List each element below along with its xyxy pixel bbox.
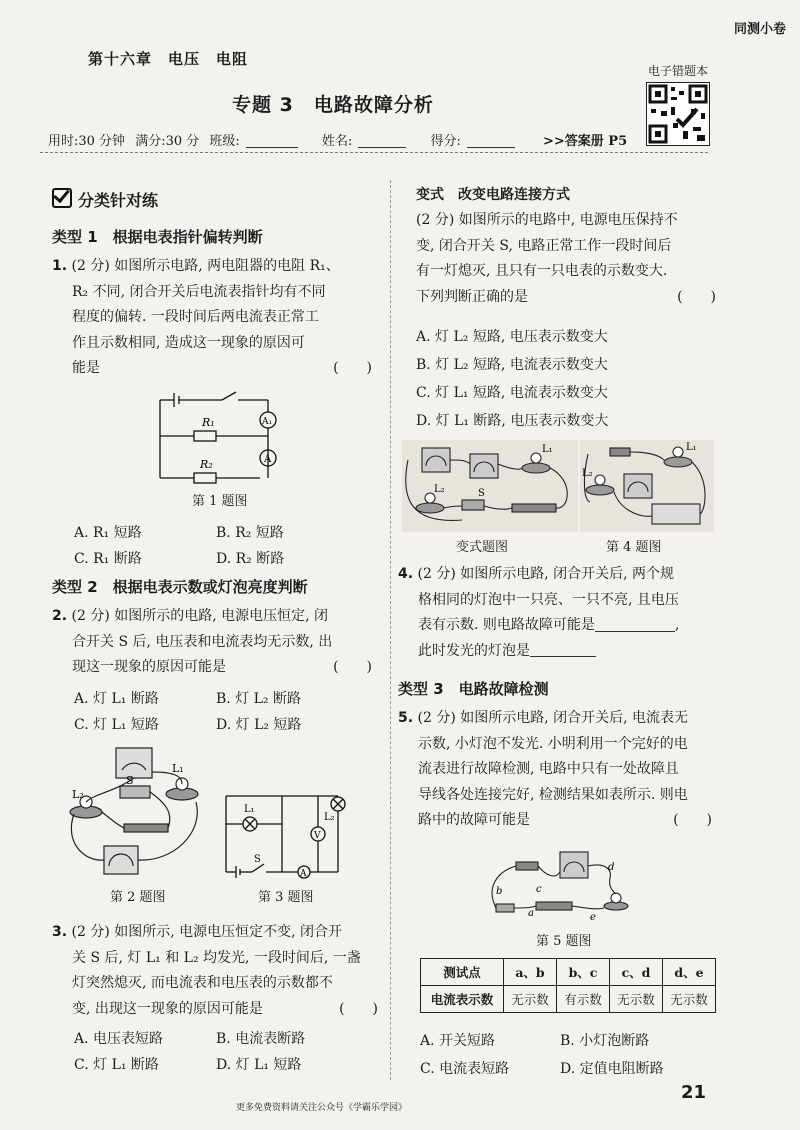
question-number: 3.: [52, 924, 68, 940]
q5-line: 导线各处连接完好, 检测结果如表所示. 则电: [418, 786, 688, 803]
table-cell: c、d: [610, 959, 663, 986]
fig3-s-label: S: [254, 854, 261, 865]
question-number: 4.: [398, 566, 414, 582]
q2-line: 合开关 S 后, 电压表和电流表均无示数, 出: [72, 633, 333, 650]
fig4-l2-label: L₂: [582, 468, 593, 479]
q1-option-c[interactable]: C. R₁ 断路: [74, 551, 142, 567]
figure-3-caption: 第 3 题图: [258, 890, 314, 905]
ammeter-a-label: A: [264, 454, 272, 465]
variant-option-c[interactable]: C. 灯 L₁ 短路, 电流表示数变大: [416, 385, 608, 401]
q3-option-d[interactable]: D. 灯 L₁ 短路: [216, 1057, 302, 1073]
section-heading: [52, 188, 158, 211]
variant-l1-label: L₁: [542, 444, 553, 455]
q1-option-a[interactable]: A. R₁ 短路: [74, 525, 142, 541]
figure-5-apparatus: [486, 848, 646, 924]
table-header-row: [421, 959, 716, 986]
name-label: 姓名:: [321, 134, 353, 149]
r1-label: R₁: [202, 416, 215, 429]
q1-option-b[interactable]: B. R₂ 短路: [216, 525, 284, 541]
section-title: 分类针对练: [78, 191, 159, 210]
full-score: 满分:30 分: [135, 134, 200, 149]
variant-heading: 变式 改变电路连接方式: [416, 187, 570, 203]
figure-1-caption: 第 1 题图: [192, 494, 248, 509]
topic-title: 专题 3 电路故障分析: [232, 94, 434, 116]
type-2-heading: 类型 2 根据电表示数或灯泡亮度判断: [52, 578, 308, 596]
table-cell: 无示数: [504, 986, 557, 1013]
question-4: [398, 562, 728, 664]
q1-line: R₂ 不同, 闭合开关后电流表指针均有不同: [72, 283, 326, 300]
footer-note: 更多免费资料请关注公众号《学霸乐学园》: [236, 1103, 408, 1113]
q3-line: 关 S 后, 灯 L₁ 和 L₂ 均发光, 一段时间后, 一盏: [72, 949, 361, 966]
qr-label: 电子错题本: [648, 64, 709, 78]
answer-paren[interactable]: ( ): [673, 812, 712, 828]
figure-4-apparatus: [580, 440, 714, 532]
variant-s-label: S: [478, 488, 485, 499]
q1-option-d[interactable]: D. R₂ 断路: [216, 551, 285, 567]
table-cell: 无示数: [610, 986, 663, 1013]
q5-line: (2 分) 如图所示电路, 闭合开关后, 电流表无: [417, 710, 689, 726]
q2-option-b[interactable]: B. 灯 L₂ 断路: [216, 691, 301, 707]
q2-option-c[interactable]: C. 灯 L₁ 短路: [74, 717, 159, 733]
point-b-label: b: [496, 886, 503, 897]
type-3-heading: 类型 3 电路故障检测: [398, 680, 549, 698]
variant-figure-apparatus: [402, 440, 578, 532]
score-field[interactable]: [467, 135, 515, 148]
fig2-l1-label: L₁: [172, 762, 184, 775]
table-cell: a、b: [504, 959, 557, 986]
name-field[interactable]: [358, 135, 406, 148]
q2-option-d[interactable]: D. 灯 L₂ 短路: [216, 717, 302, 733]
point-c-label: c: [536, 884, 542, 895]
question-5: [398, 706, 728, 834]
type-1-heading: 类型 1 根据电表指针偏转判断: [52, 228, 263, 246]
fig2-s-label: S: [126, 774, 134, 787]
q5-option-b[interactable]: B. 小灯泡断路: [560, 1033, 650, 1049]
q5-line: 路中的故障可能是: [418, 812, 530, 828]
fig3-l1-label: L₁: [244, 804, 255, 815]
table-cell: b、c: [557, 959, 610, 986]
variant-option-d[interactable]: D. 灯 L₁ 断路, 电压表示数变大: [416, 413, 609, 429]
figure-2-apparatus: [64, 742, 214, 882]
point-d-label: d: [608, 862, 615, 873]
answer-reference: >>答案册 P5: [543, 134, 628, 149]
figure-1-circuit: [150, 388, 300, 488]
fig3-l2-label: L₂: [324, 812, 335, 823]
q1-line: 能是: [72, 360, 100, 376]
point-a-label: a: [528, 908, 534, 919]
class-label: 班级:: [209, 134, 240, 149]
variant-figure-caption: 变式题图: [456, 540, 509, 555]
answer-paren[interactable]: ( ): [339, 1000, 378, 1017]
header-divider: [40, 152, 708, 153]
figure-4-caption: 第 4 题图: [606, 540, 662, 555]
r2-label: R₂: [200, 458, 213, 471]
q3-line: (2 分) 如图所示, 电源电压恒定不变, 闭合开: [71, 924, 343, 940]
page-number: 21: [680, 1082, 706, 1103]
q2-line: 现这一现象的原因可能是: [72, 659, 226, 675]
variant-line: 有一灯熄灭, 且只有一只电表的示数变大.: [416, 263, 668, 279]
figure-3-circuit: [222, 790, 352, 882]
question-3: [52, 920, 382, 1022]
question-1: [52, 254, 382, 382]
q5-results-table: [420, 958, 716, 1013]
table-cell: 无示数: [663, 986, 716, 1013]
q1-line: (2 分) 如图所示电路, 两电阻器的电阻 R₁、: [71, 258, 340, 274]
variant-option-a[interactable]: A. 灯 L₂ 短路, 电压表示数变大: [416, 329, 608, 345]
question-number: 2.: [52, 608, 68, 624]
q5-line: 示数, 小灯泡不发光. 小明利用一个完好的电: [418, 735, 688, 752]
q3-line: 灯突然熄灭, 而电流表和电压表的示数都不: [72, 975, 333, 991]
q4-line: 此时发光的灯泡是: [418, 642, 530, 659]
check-box-icon: [52, 188, 72, 208]
variant-option-b[interactable]: B. 灯 L₂ 短路, 电流表示数变大: [416, 357, 608, 373]
variant-line: 变, 闭合开关 S, 电路正常工作一段时间后: [416, 237, 672, 254]
q5-line: 流表进行故障检测, 电路中只有一处故障且: [418, 761, 679, 777]
series-tag: 同测小卷: [733, 22, 786, 37]
table-cell: 电流表示数: [421, 986, 504, 1013]
q4-line: 格相同的灯泡中一只亮、一只不亮, 且电压: [418, 591, 679, 608]
q4-line: 表有示数. 则电路故障可能是: [418, 617, 595, 633]
figure-2-caption: 第 2 题图: [110, 890, 166, 905]
qr-code-icon[interactable]: [646, 82, 710, 146]
exam-info-bar: [48, 130, 633, 149]
q1-line: 程度的偏转. 一段时间后两电流表正常工: [72, 309, 319, 325]
time-limit: 用时:30 分钟: [48, 134, 126, 149]
question-number: 5.: [398, 710, 414, 726]
score-label: 得分:: [430, 134, 461, 149]
q4-comma: ,: [674, 617, 680, 633]
variant-line: 下列判断正确的是: [416, 288, 528, 305]
q3-option-b[interactable]: B. 电流表断路: [216, 1031, 306, 1047]
q2-option-a[interactable]: A. 灯 L₁ 断路: [74, 691, 159, 707]
q3-option-c[interactable]: C. 灯 L₁ 断路: [74, 1057, 159, 1073]
question-2: [52, 604, 382, 681]
answer-paren[interactable]: ( ): [333, 360, 372, 376]
variant-l2-label: L₂: [434, 484, 445, 495]
table-cell: d、e: [663, 959, 716, 986]
table-cell: 有示数: [557, 986, 610, 1013]
q4-answer-blank-2[interactable]: [530, 644, 596, 657]
ammeter-a1-label: A₁: [262, 417, 273, 427]
chapter-title: 第十六章 电压 电阻: [88, 50, 249, 68]
fig3-a-label: A: [300, 869, 307, 879]
q4-line: (2 分) 如图所示电路, 闭合开关后, 两个规: [417, 566, 675, 582]
answer-paren[interactable]: ( ): [677, 288, 716, 305]
answer-paren[interactable]: ( ): [333, 659, 372, 675]
q3-option-a[interactable]: A. 电压表短路: [74, 1031, 164, 1047]
variant-line: (2 分) 如图所示的电路中, 电源电压保持不: [416, 212, 678, 228]
q5-option-d[interactable]: D. 定值电阻断路: [560, 1061, 664, 1077]
variant-question: [416, 208, 726, 310]
figure-5-caption: 第 5 题图: [536, 934, 592, 949]
column-divider: [390, 180, 391, 1080]
q1-line: 作且示数相同, 造成这一现象的原因可: [72, 334, 305, 351]
q4-answer-blank-1[interactable]: [595, 619, 675, 632]
fig2-l2-label: L₂: [72, 788, 84, 801]
q5-option-c[interactable]: C. 电流表短路: [420, 1061, 510, 1077]
table-cell: 测试点: [421, 959, 504, 986]
table-row: [421, 986, 716, 1013]
q2-line: (2 分) 如图所示的电路, 电源电压恒定, 闭: [71, 608, 329, 624]
q5-option-a[interactable]: A. 开关短路: [420, 1033, 496, 1049]
fig3-v-label: V: [314, 831, 321, 841]
class-field[interactable]: [246, 135, 298, 148]
point-e-label: e: [590, 912, 596, 923]
question-number: 1.: [52, 258, 68, 274]
fig4-l1-label: L₁: [686, 442, 697, 453]
q3-line: 变, 出现这一现象的原因可能是: [72, 1000, 263, 1017]
